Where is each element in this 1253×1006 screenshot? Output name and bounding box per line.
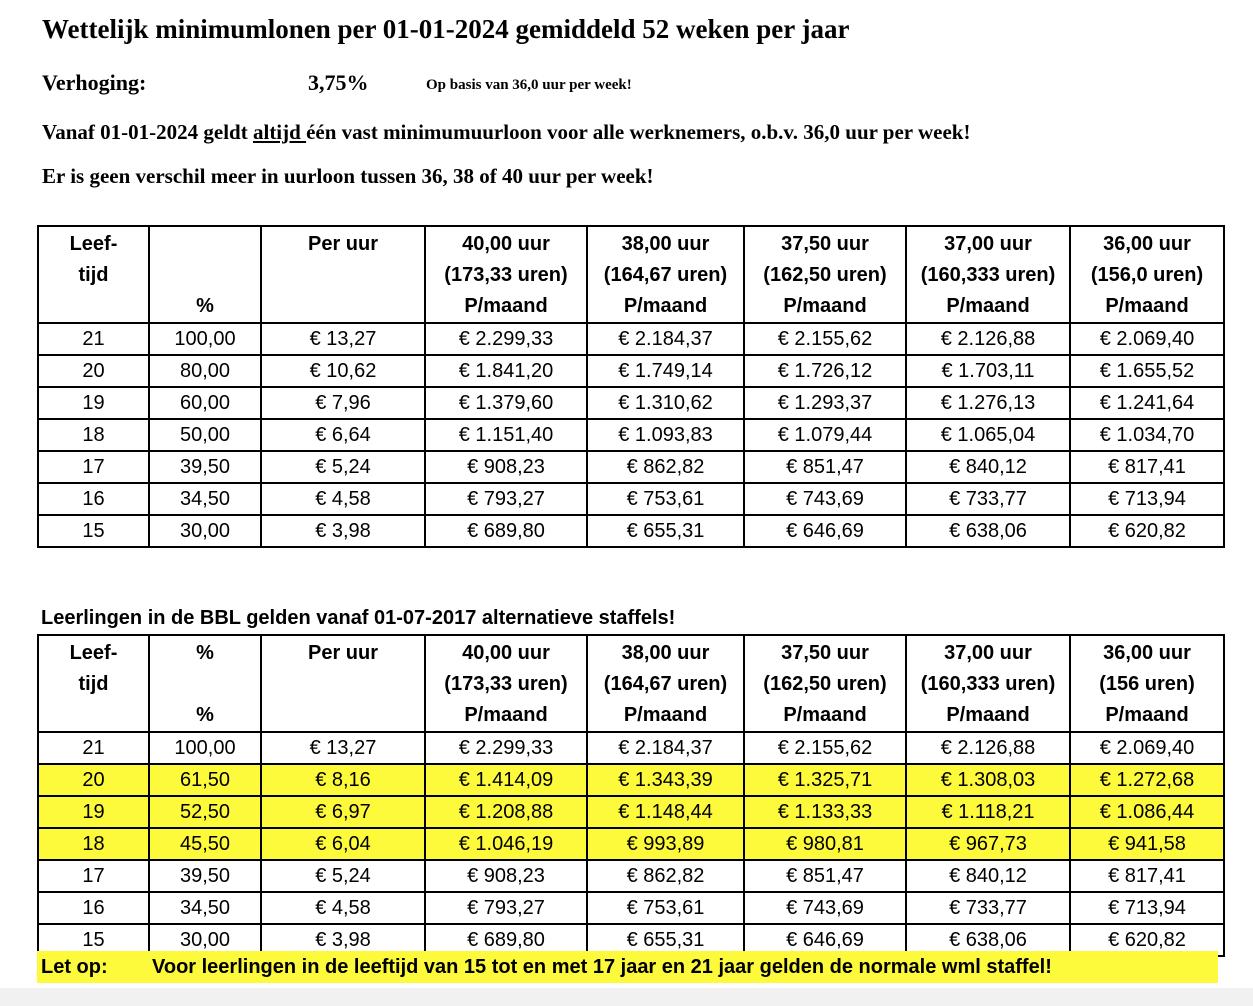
table-cell: 16 <box>38 483 149 515</box>
header-cell <box>425 226 587 323</box>
header-line: P/maand <box>783 295 867 317</box>
table-cell: € 3,98 <box>261 924 425 956</box>
table-cell: € 1.151,40 <box>425 419 587 451</box>
header-line: (160,333 uren) <box>920 264 1056 286</box>
table-cell: 19 <box>38 796 149 828</box>
table-cell: 20 <box>38 355 149 387</box>
header-cell <box>906 226 1070 323</box>
header-line: (164,67 uren) <box>603 673 728 695</box>
table-cell: 60,00 <box>149 387 261 419</box>
note-label: Let op: <box>41 956 108 978</box>
header-cell <box>149 226 261 323</box>
header-line: 37,50 uur <box>781 233 869 255</box>
header-line: Leef- <box>69 642 118 664</box>
table-cell: € 638,06 <box>906 924 1070 956</box>
table-row <box>38 892 1224 924</box>
table-cell: € 743,69 <box>744 892 906 924</box>
table-cell: € 2.126,88 <box>906 732 1070 764</box>
header-cell <box>261 226 425 323</box>
header-cell <box>149 635 261 732</box>
table-cell: € 655,31 <box>587 924 744 956</box>
table-row <box>38 323 1224 355</box>
header-line: Per uur <box>307 642 379 664</box>
header-line: P/maand <box>783 704 867 726</box>
table-cell: € 1.046,19 <box>425 828 587 860</box>
page-bottom-strip <box>0 988 1253 1006</box>
table-cell: 52,50 <box>149 796 261 828</box>
table-cell: € 1.276,13 <box>906 387 1070 419</box>
header-line: (162,50 uren) <box>763 264 887 286</box>
header-cell <box>1070 226 1224 323</box>
table-cell: € 13,27 <box>261 732 425 764</box>
header-cell <box>906 635 1070 732</box>
header-line: % <box>196 704 214 726</box>
header-line: P/maand <box>464 295 548 317</box>
table-cell: € 1.841,20 <box>425 355 587 387</box>
table-cell: 15 <box>38 924 149 956</box>
table-cell: 16 <box>38 892 149 924</box>
table-cell: € 967,73 <box>906 828 1070 860</box>
header-line <box>262 669 424 700</box>
table-cell: € 620,82 <box>1070 515 1224 547</box>
table-cell: € 4,58 <box>261 892 425 924</box>
table-cell: 17 <box>38 451 149 483</box>
table-cell: € 2.155,62 <box>744 732 906 764</box>
table-cell: € 993,89 <box>587 828 744 860</box>
table-cell: € 1.414,09 <box>425 764 587 796</box>
header-line: % <box>196 642 214 664</box>
header-line: 37,00 uur <box>944 642 1032 664</box>
header-cell <box>587 635 744 732</box>
table-cell: € 5,24 <box>261 451 425 483</box>
table-cell: € 689,80 <box>425 515 587 547</box>
header-line: (173,33 uren) <box>444 673 568 695</box>
table-cell: € 1.241,64 <box>1070 387 1224 419</box>
table-cell: € 1.703,11 <box>906 355 1070 387</box>
table-cell: 80,00 <box>149 355 261 387</box>
header-line: % <box>196 295 214 317</box>
table-cell: € 7,96 <box>261 387 425 419</box>
table-cell: € 713,94 <box>1070 892 1224 924</box>
table-cell: € 655,31 <box>587 515 744 547</box>
table-cell: € 13,27 <box>261 323 425 355</box>
table-cell: € 1.093,83 <box>587 419 744 451</box>
increase-value: 3,75% <box>308 70 369 95</box>
table-cell: 21 <box>38 732 149 764</box>
table-cell: € 1.079,44 <box>744 419 906 451</box>
header-line: (162,50 uren) <box>763 673 887 695</box>
table-cell: € 980,81 <box>744 828 906 860</box>
table-cell: € 941,58 <box>1070 828 1224 860</box>
header-line: 38,00 uur <box>621 642 710 664</box>
header-line: P/maand <box>623 704 708 726</box>
header-line: (173,33 uren) <box>444 264 568 286</box>
header-line: (156,0 uren) <box>1090 264 1204 286</box>
header-line: 36,00 uur <box>1103 233 1191 255</box>
table-cell: 61,50 <box>149 764 261 796</box>
intro-line-1 <box>42 120 970 145</box>
note-text: Voor leerlingen in de leeftijd van 15 tot en met 17 jaar en 21 jaar gelden de normale wml staffel! <box>152 956 1052 978</box>
table-cell: 100,00 <box>149 732 261 764</box>
table-cell: € 1.148,44 <box>587 796 744 828</box>
table-cell: € 2.069,40 <box>1070 732 1224 764</box>
table-cell: 20 <box>38 764 149 796</box>
header-cell <box>744 226 906 323</box>
table-row <box>38 796 1224 828</box>
table-cell: € 1.343,39 <box>587 764 744 796</box>
intro-line-1-end: één vast minimumuurloon voor alle werknemers, o.b.v. 36,0 uur per week! <box>306 120 971 144</box>
table-cell: € 1.325,71 <box>744 764 906 796</box>
table-cell: € 851,47 <box>744 860 906 892</box>
header-line: tijd <box>78 264 109 286</box>
table-cell: € 793,27 <box>425 892 587 924</box>
bbl-wage-table <box>37 634 1225 957</box>
header-line: P/maand <box>1105 704 1189 726</box>
header-line <box>150 260 260 291</box>
table-cell: € 840,12 <box>906 860 1070 892</box>
table-row <box>38 515 1224 547</box>
table-cell: € 733,77 <box>906 483 1070 515</box>
table-cell: € 851,47 <box>744 451 906 483</box>
bbl-section-title: Leerlingen in de BBL gelden vanaf 01-07-2017 alternatieve staffels! <box>41 607 676 629</box>
table-cell: € 1.655,52 <box>1070 355 1224 387</box>
table-cell: € 2.299,33 <box>425 323 587 355</box>
table-cell: € 646,69 <box>744 924 906 956</box>
header-cell <box>1070 635 1224 732</box>
header-line: P/maand <box>623 295 708 317</box>
table-cell: 30,00 <box>149 924 261 956</box>
table-cell: € 1.310,62 <box>587 387 744 419</box>
header-line <box>262 700 424 731</box>
table-cell: € 793,27 <box>425 483 587 515</box>
header-line <box>262 291 424 322</box>
table-cell: 100,00 <box>149 323 261 355</box>
header-line: P/maand <box>946 295 1030 317</box>
header-line <box>39 291 148 322</box>
table-cell: € 1.726,12 <box>744 355 906 387</box>
header-cell <box>425 635 587 732</box>
header-line: P/maand <box>946 704 1030 726</box>
header-cell <box>587 226 744 323</box>
table-row <box>38 451 1224 483</box>
table-cell: € 1.086,44 <box>1070 796 1224 828</box>
header-line: 37,00 uur <box>944 233 1032 255</box>
header-line: 40,00 uur <box>462 233 550 255</box>
table-cell: 18 <box>38 419 149 451</box>
table-cell: € 817,41 <box>1070 860 1224 892</box>
table-cell: € 1.133,33 <box>744 796 906 828</box>
table-cell: € 638,06 <box>906 515 1070 547</box>
table-cell: 34,50 <box>149 483 261 515</box>
header-line: 38,00 uur <box>621 233 710 255</box>
table-cell: 45,50 <box>149 828 261 860</box>
table-cell: € 817,41 <box>1070 451 1224 483</box>
table-cell: 21 <box>38 323 149 355</box>
table-cell: € 862,82 <box>587 860 744 892</box>
header-line: Leef- <box>69 233 118 255</box>
header-line: 36,00 uur <box>1103 642 1191 664</box>
note-bar <box>37 951 1218 983</box>
table-row <box>38 764 1224 796</box>
table-cell: € 2.155,62 <box>744 323 906 355</box>
header-line: P/maand <box>1105 295 1189 317</box>
table-row <box>38 483 1224 515</box>
header-cell <box>38 635 149 732</box>
table-cell: 18 <box>38 828 149 860</box>
table-cell: € 862,82 <box>587 451 744 483</box>
table-cell: € 2.126,88 <box>906 323 1070 355</box>
table-cell: € 908,23 <box>425 860 587 892</box>
table-cell: € 733,77 <box>906 892 1070 924</box>
header-cell <box>744 635 906 732</box>
table-row <box>38 355 1224 387</box>
table-cell: 17 <box>38 860 149 892</box>
table-cell: 39,50 <box>149 451 261 483</box>
table-row <box>38 387 1224 419</box>
table-cell: 19 <box>38 387 149 419</box>
header-line: (160,333 uren) <box>920 673 1056 695</box>
table-cell: € 1.379,60 <box>425 387 587 419</box>
table-cell: € 1.308,03 <box>906 764 1070 796</box>
page-title: Wettelijk minimumlonen per 01-01-2024 gemiddeld 52 weken per jaar <box>42 14 850 44</box>
header-line: (156 uren) <box>1099 673 1195 695</box>
header-line <box>150 669 260 700</box>
table-cell: € 1.272,68 <box>1070 764 1224 796</box>
table-cell: € 713,94 <box>1070 483 1224 515</box>
table-cell: 15 <box>38 515 149 547</box>
table-cell: € 1.065,04 <box>906 419 1070 451</box>
table-cell: € 2.184,37 <box>587 323 744 355</box>
minimum-wage-table <box>37 225 1225 548</box>
header-line <box>39 700 148 731</box>
table-cell: € 2.299,33 <box>425 732 587 764</box>
increase-note: Op basis van 36,0 uur per week! <box>426 77 632 93</box>
header-line <box>262 260 424 291</box>
table-cell: € 8,16 <box>261 764 425 796</box>
header-line: tijd <box>78 673 109 695</box>
table-row <box>38 828 1224 860</box>
table-cell: 50,00 <box>149 419 261 451</box>
intro-line-2: Er is geen verschil meer in uurloon tussen 36, 38 of 40 uur per week! <box>42 164 654 188</box>
table-cell: € 6,64 <box>261 419 425 451</box>
table-cell: € 1.118,21 <box>906 796 1070 828</box>
table-cell: € 753,61 <box>587 483 744 515</box>
table-cell: € 5,24 <box>261 860 425 892</box>
table-cell: € 3,98 <box>261 515 425 547</box>
table-cell: € 743,69 <box>744 483 906 515</box>
table-cell: € 908,23 <box>425 451 587 483</box>
table-cell: € 753,61 <box>587 892 744 924</box>
header-line: 40,00 uur <box>462 642 550 664</box>
header-line: 37,50 uur <box>781 642 869 664</box>
header-line: (164,67 uren) <box>603 264 728 286</box>
table-cell: € 840,12 <box>906 451 1070 483</box>
header-line: Per uur <box>307 233 379 255</box>
header-line <box>150 229 260 260</box>
table-cell: 30,00 <box>149 515 261 547</box>
table-cell: € 620,82 <box>1070 924 1224 956</box>
table-cell: € 1.208,88 <box>425 796 587 828</box>
header-cell <box>261 635 425 732</box>
table-cell: € 1.749,14 <box>587 355 744 387</box>
table-row <box>38 860 1224 892</box>
table-cell: € 2.184,37 <box>587 732 744 764</box>
table-cell: € 1.034,70 <box>1070 419 1224 451</box>
table-cell: € 4,58 <box>261 483 425 515</box>
table-cell: € 6,04 <box>261 828 425 860</box>
table-cell: 39,50 <box>149 860 261 892</box>
table-row <box>38 732 1224 764</box>
intro-line-1-start: Vanaf 01-01-2024 geldt <box>42 120 253 144</box>
intro-line-1-underlined: altijd <box>252 120 307 144</box>
increase-label: Verhoging: <box>42 70 147 95</box>
header-cell <box>38 226 149 323</box>
table-cell: € 10,62 <box>261 355 425 387</box>
table-row <box>38 419 1224 451</box>
header-line: P/maand <box>464 704 548 726</box>
table-cell: € 6,97 <box>261 796 425 828</box>
table-cell: € 646,69 <box>744 515 906 547</box>
table-cell: € 1.293,37 <box>744 387 906 419</box>
table-cell: 34,50 <box>149 892 261 924</box>
table-cell: € 689,80 <box>425 924 587 956</box>
table-cell: € 2.069,40 <box>1070 323 1224 355</box>
